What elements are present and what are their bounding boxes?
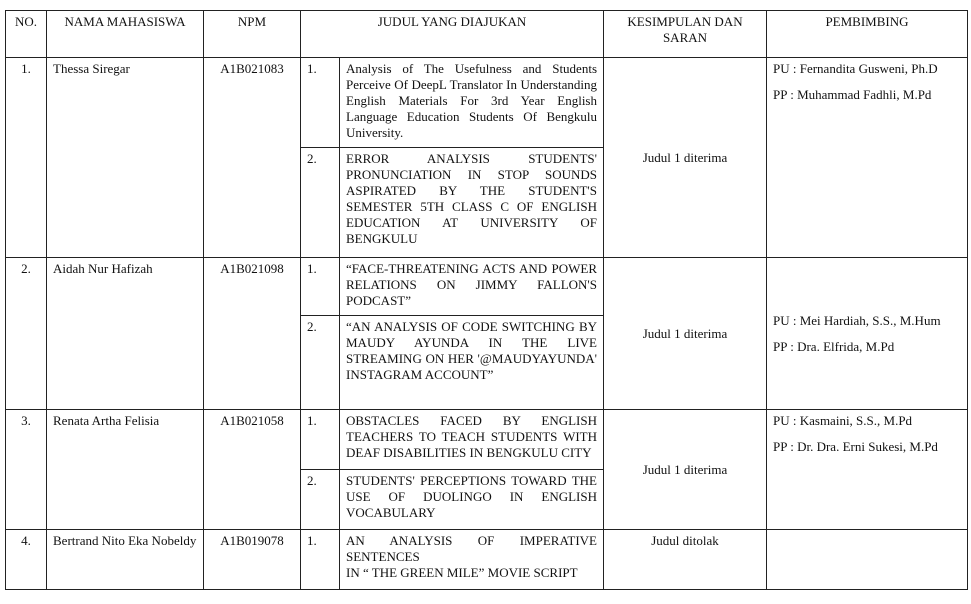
- student-name: Thessa Siregar: [47, 58, 204, 258]
- conclusion: Judul ditolak: [604, 530, 767, 590]
- supervisors: [767, 530, 968, 590]
- student-name: Renata Artha Felisia: [47, 410, 204, 530]
- supervisor-pu: PU : Kasmaini, S.S., M.Pd: [773, 413, 913, 428]
- title-number: 1.: [301, 410, 340, 470]
- supervisor-pp: PP : Dra. Elfrida, M.Pd: [773, 338, 895, 354]
- row-no: 1.: [6, 58, 47, 258]
- row-no: 4.: [6, 530, 47, 590]
- table-row: [6, 410, 968, 470]
- conclusion: Judul 1 diterima: [604, 258, 767, 410]
- header-row: [6, 11, 968, 58]
- title-text-line: AN ANALYSIS OF IMPERATIVE SENTENCES: [346, 533, 597, 564]
- title-text: ERROR ANALYSIS STUDENTS' PRONUNCIATION IN STOP SOUNDS ASPIRATED BY THE STUDENT'S SEMESTER 5TH CLASS C OF ENGLISH EDUCATION AT UNIVERSITY OF BENGKULU: [340, 148, 604, 258]
- title-text: “FACE-THREATENING ACTS AND POWER RELATIONS ON JIMMY FALLON'S PODCAST”: [340, 258, 604, 316]
- title-number: 2.: [301, 148, 340, 258]
- student-npm: A1B019078: [204, 530, 301, 590]
- conclusion: Judul 1 diterima: [604, 410, 767, 530]
- header-kesimpulan: KESIMPULAN DAN SARAN: [604, 11, 767, 58]
- title-text: Analysis of The Usefulness and Students Perceive Of DeepL Translator In Understanding English Materials For 3rd Year English Language Education Students Of Bengkulu University.: [340, 58, 604, 148]
- header-judul: JUDUL YANG DIAJUKAN: [301, 11, 604, 58]
- title-number: 1.: [301, 58, 340, 148]
- header-pembimbing: PEMBIMBING: [767, 11, 968, 58]
- supervisors: [767, 58, 968, 258]
- supervisor-pu: PU : Fernandita Gusweni, Ph.D: [773, 61, 938, 76]
- conclusion: Judul 1 diterima: [604, 58, 767, 258]
- table-row: [6, 58, 968, 148]
- title-number: 1.: [301, 258, 340, 316]
- title-number: 2.: [301, 316, 340, 410]
- header-npm: NPM: [204, 11, 301, 58]
- row-no: 3.: [6, 410, 47, 530]
- table-row: [6, 530, 968, 590]
- student-npm: A1B021058: [204, 410, 301, 530]
- student-name: Aidah Nur Hafizah: [47, 258, 204, 410]
- title-text: [340, 530, 604, 590]
- row-no: 2.: [6, 258, 47, 410]
- supervisor-pp: PP : Dr. Dra. Erni Sukesi, M.Pd: [773, 439, 938, 454]
- header-no: NO.: [6, 11, 47, 58]
- table-row: [6, 258, 968, 316]
- student-npm: A1B021083: [204, 58, 301, 258]
- title-text: “AN ANALYSIS OF CODE SWITCHING BY MAUDY AYUNDA IN THE LIVE STREAMING ON HER '@MAUDYAYUNDA' INSTAGRAM ACCOUNT”: [340, 316, 604, 410]
- title-number: 1.: [301, 530, 340, 590]
- supervisors: [767, 258, 968, 410]
- title-text: STUDENTS' PERCEPTIONS TOWARD THE USE OF DUOLINGO IN ENGLISH VOCABULARY: [340, 470, 604, 530]
- supervisors: [767, 410, 968, 530]
- student-npm: A1B021098: [204, 258, 301, 410]
- header-nama: NAMA MAHASISWA: [47, 11, 204, 58]
- title-text-line: IN “ THE GREEN MILE” MOVIE SCRIPT: [346, 565, 578, 580]
- supervisor-pp: PP : Muhammad Fadhli, M.Pd: [773, 87, 932, 102]
- title-number: 2.: [301, 470, 340, 530]
- proposal-table: [5, 10, 968, 590]
- student-name: Bertrand Nito Eka Nobeldy: [47, 530, 204, 590]
- supervisor-pu: PU : Mei Hardiah, S.S., M.Hum: [773, 312, 941, 328]
- title-text: OBSTACLES FACED BY ENGLISH TEACHERS TO TEACH STUDENTS WITH DEAF DISABILITIES IN BENGKULU CITY: [340, 410, 604, 470]
